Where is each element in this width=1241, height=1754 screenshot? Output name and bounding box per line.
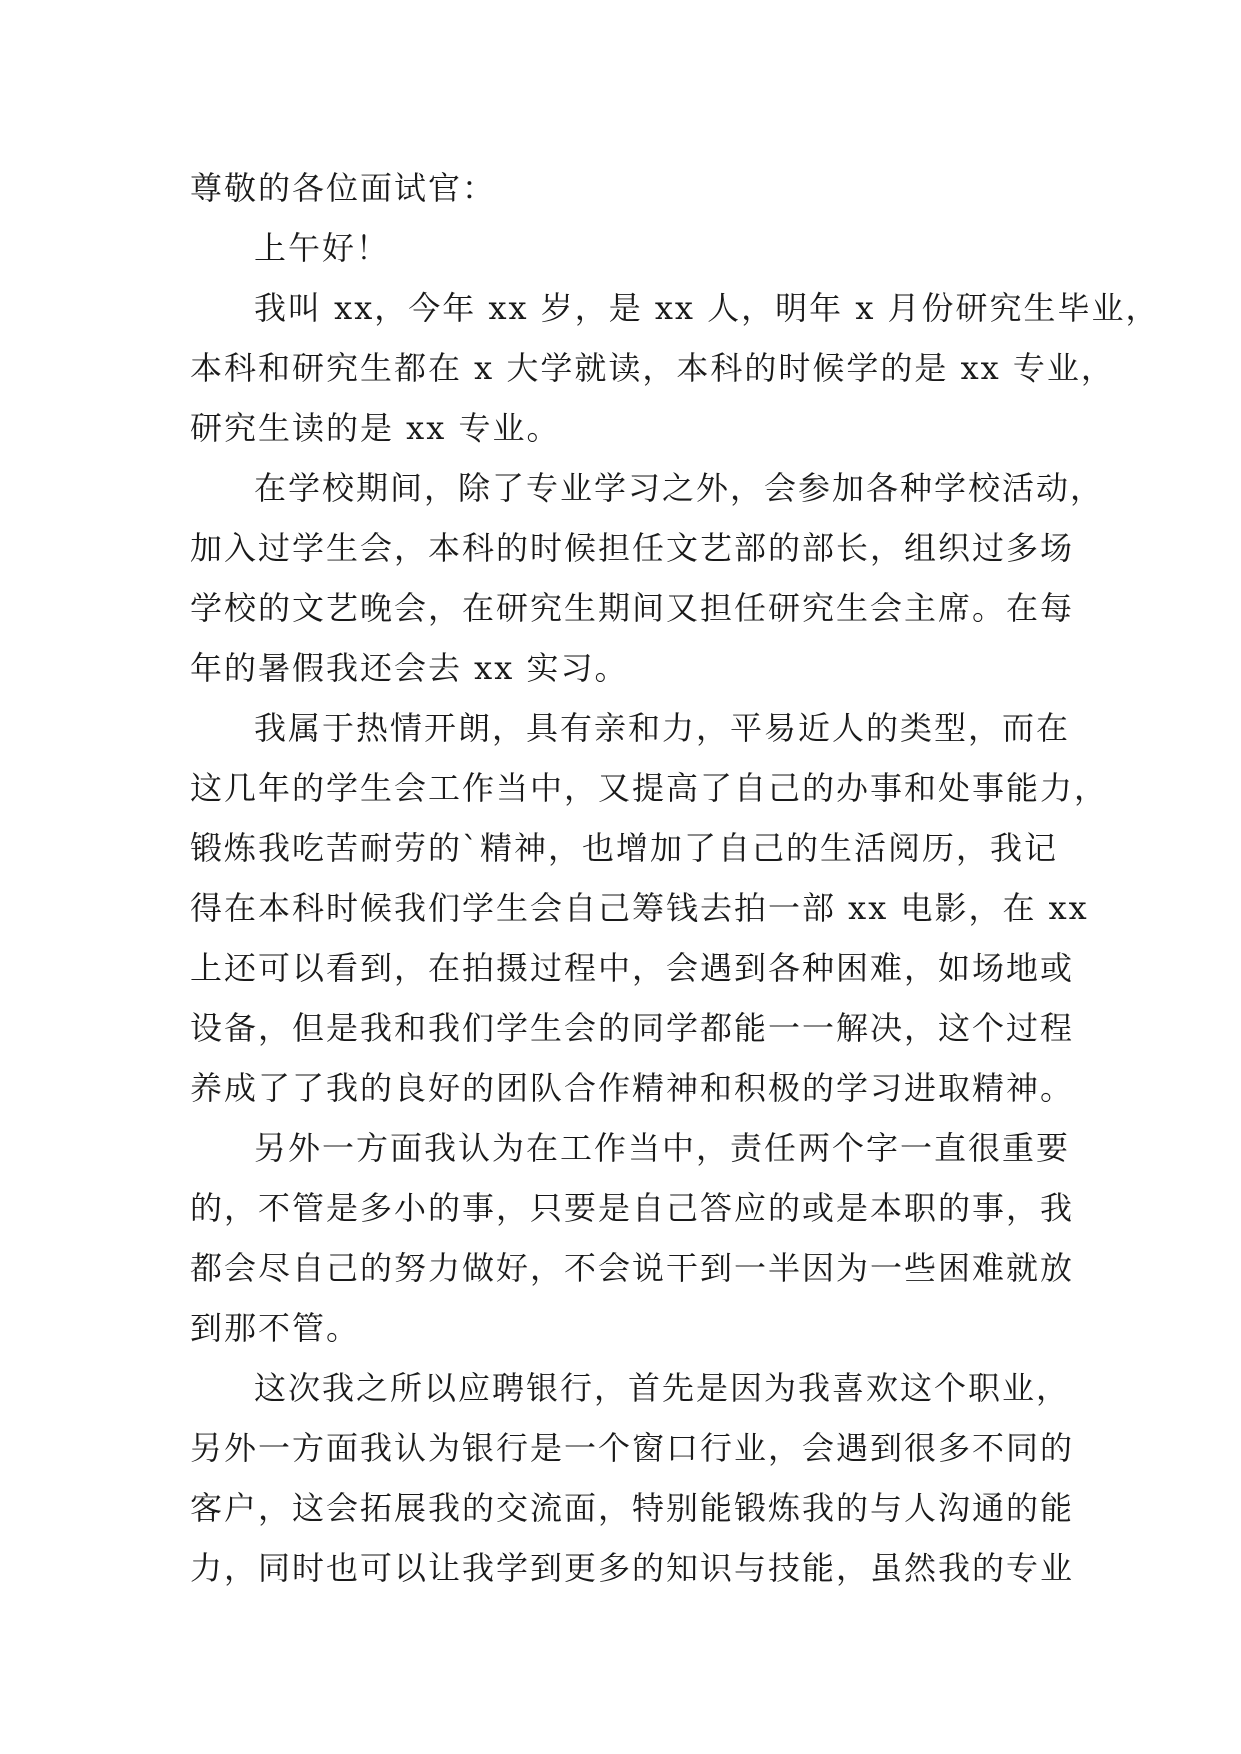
greeting: 上午好！ (254, 229, 391, 267)
paragraph-intro (190, 278, 1160, 458)
paragraph-responsibility (190, 1118, 1090, 1358)
text-line: 年的暑假我还会去 xx 实习。 (190, 649, 629, 687)
text-line: 学校的文艺晚会，在研究生期间又担任研究生会主席。在每 (190, 589, 1075, 627)
salutation: 尊敬的各位面试官： (190, 169, 497, 207)
text-line: 另外一方面我认为银行是一个窗口行业，会遇到很多不同的 (190, 1429, 1075, 1467)
text-line: 研究生读的是 xx 专业。 (190, 409, 561, 447)
text-line: 设备，但是我和我们学生会的同学都能一一解决，这个过程 (190, 1009, 1075, 1047)
text-line: 得在本科时候我们学生会自己筹钱去拍一部 xx 电影，在 xx (190, 889, 1089, 927)
text-line: 这次我之所以应聘银行，首先是因为我喜欢这个职业， (254, 1369, 1071, 1407)
text-line: 我叫 xx，今年 xx 岁，是 xx 人，明年 x 月份研究生毕业， (254, 289, 1160, 327)
text-line: 力，同时也可以让我学到更多的知识与技能，虽然我的专业 (190, 1549, 1075, 1587)
text-line: 加入过学生会，本科的时候担任文艺部的部长，组织过多场 (190, 529, 1075, 567)
text-line: 本科和研究生都在 x 大学就读，本科的时候学的是 xx 专业， (190, 349, 1115, 387)
text-line: 都会尽自己的努力做好，不会说干到一半因为一些困难就放 (190, 1249, 1075, 1287)
text-line: 另外一方面我认为在工作当中，责任两个字一直很重要 (254, 1129, 1071, 1167)
text-line: 我属于热情开朗，具有亲和力，平易近人的类型，而在 (254, 709, 1071, 747)
text-line: 的，不管是多小的事，只要是自己答应的或是本职的事，我 (190, 1189, 1075, 1227)
text-line: 这几年的学生会工作当中，又提高了自己的办事和处事能力， (190, 769, 1109, 807)
paragraph-school (190, 458, 1105, 698)
letter-body (190, 158, 1160, 1598)
text-line: 养成了了我的良好的团队合作精神和积极的学习进取精神。 (190, 1069, 1075, 1107)
text-line: 到那不管。 (190, 1309, 361, 1347)
paragraph-bank (190, 1358, 1090, 1598)
text-line: 在学校期间，除了专业学习之外，会参加各种学校活动， (254, 469, 1105, 507)
text-line: 锻炼我吃苦耐劳的`精神，也增加了自己的生活阅历，我记 (190, 829, 1059, 867)
text-line: 上还可以看到，在拍摄过程中，会遇到各种困难，如场地或 (190, 949, 1075, 987)
paragraph-personality (190, 698, 1109, 1118)
text-line: 客户，这会拓展我的交流面，特别能锻炼我的与人沟通的能 (190, 1489, 1075, 1527)
